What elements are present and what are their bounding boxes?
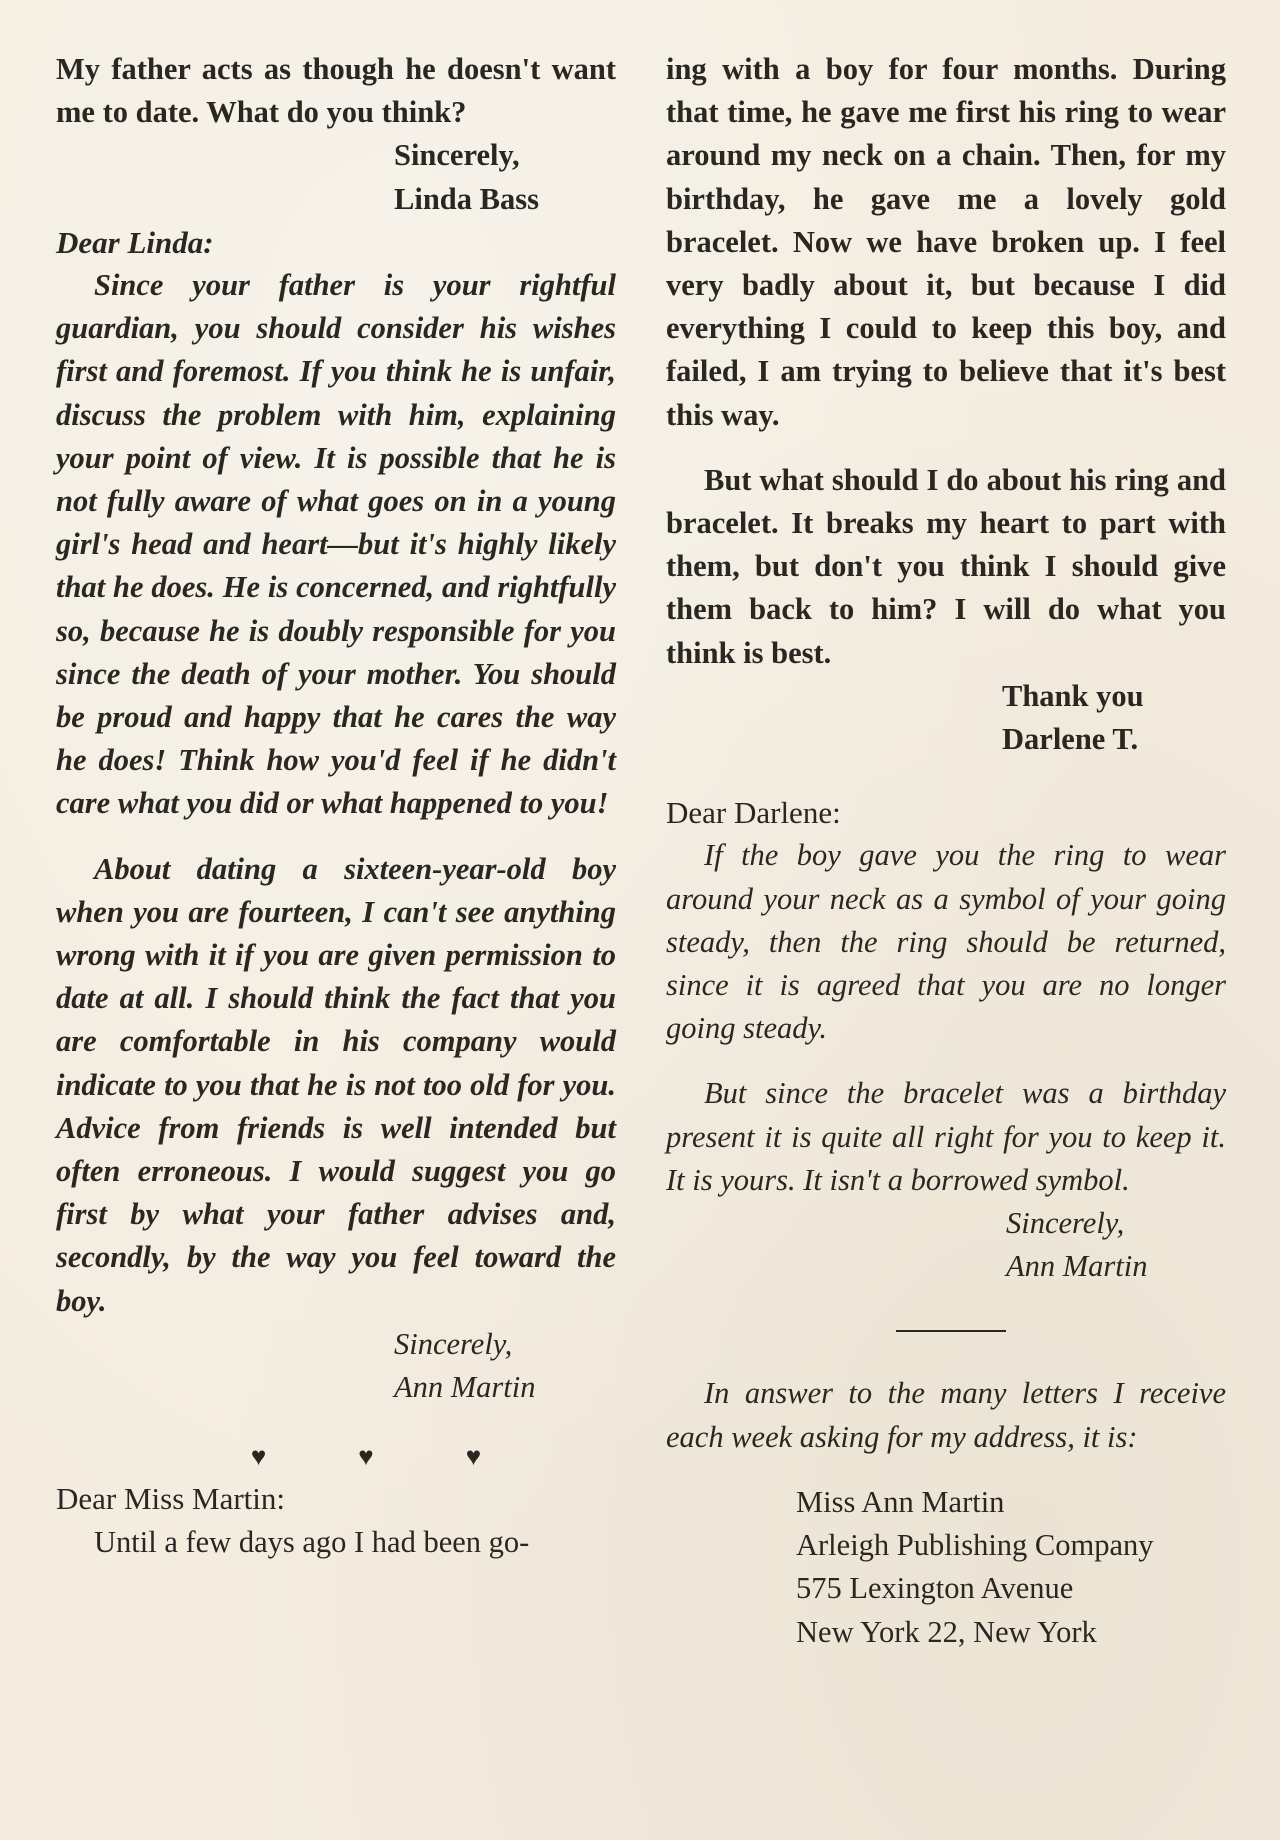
letter-linda-sign-off: Sincerely, xyxy=(394,138,520,173)
letter-linda-signature: Linda Bass xyxy=(394,181,539,216)
letter-darlene-salutation: Dear Miss Martin: xyxy=(56,1481,286,1517)
address-intro: In answer to the many letters I receive each week asking for my address, it is: xyxy=(666,1376,1226,1454)
letter-darlene-paragraph-2: But what should I do about his ring and bracelet. It breaks my heart to part with them, but don't you think I should give them back to him? I will do what you think is best. xyxy=(666,462,1226,670)
section-divider-hearts xyxy=(116,1437,616,1477)
address-line: Miss Ann Martin xyxy=(796,1484,1005,1519)
right-column xyxy=(666,48,1226,1654)
address-line: 575 Lexington Avenue xyxy=(796,1571,1074,1606)
letter-darlene-paragraph-1: ing with a boy for four months. During that time, he gave me first his ring to wear around my neck on a chain. Then, for my birthday, he gave me a lovely gold bracelet. Now we have broken up. I feel very badly about it, but because I did everything I could to keep this boy, and failed, I am trying to believe that it's best this way. xyxy=(666,52,1226,432)
heart-icon: ♥ xyxy=(250,1442,267,1472)
letter-darlene-opening: Until a few days ago I had been go- xyxy=(94,1524,530,1559)
reply-linda-sign-off: Sincerely, xyxy=(394,1326,513,1361)
reply-darlene-salutation: Dear Darlene: xyxy=(666,795,841,831)
section-divider-rule xyxy=(896,1330,1006,1332)
letter-linda-closing-paragraph: My father acts as though he doesn't want me to date. What do you think? xyxy=(56,52,616,130)
letter-darlene-sign-off: Thank you xyxy=(1002,678,1144,713)
letter-darlene-signature: Darlene T. xyxy=(1002,722,1139,757)
heart-icon: ♥ xyxy=(358,1442,374,1472)
mailing-address xyxy=(666,1481,1226,1654)
reply-linda-salutation: Dear Linda: xyxy=(56,224,214,260)
reply-darlene-sign-off: Sincerely, xyxy=(1006,1206,1125,1241)
reply-darlene-paragraph-1: If the boy gave you the ring to wear around your neck as a symbol of your going steady, then the ring should be returned, since it is agreed that you are no longer going steady. xyxy=(666,838,1226,1046)
address-line: New York 22, New York xyxy=(796,1614,1097,1649)
reply-linda-paragraph-2: About dating a sixteen-year-old boy when you are fourteen, I can't see anything wrong with it if you are given permission to date at all. I should think the fact that you are comfortable in his company would indicate to you that he is not too old for you. Advice from friends is well intended but often erroneous. I would suggest you go first by what your father advises and, secondly, by the way you feel toward the boy. xyxy=(56,851,616,1318)
reply-darlene-signature: Ann Martin xyxy=(1006,1249,1148,1284)
address-line: Arleigh Publishing Company xyxy=(796,1528,1154,1563)
reply-linda-signature: Ann Martin xyxy=(394,1370,536,1405)
heart-icon: ♥ xyxy=(465,1442,482,1472)
reply-darlene-paragraph-2: But since the bracelet was a birthday present it is quite all right for you to keep it. It is yours. It isn't a borrowed symbol. xyxy=(666,1076,1226,1197)
left-column xyxy=(56,48,616,1564)
reply-linda-paragraph-1: Since your father is your rightful guardian, you should consider his wishes first and foremost. If you think he is unfair, discuss the problem with him, explaining your point of view. It is possible that he is not fully aware of what goes on in a young girl's head and heart—but it's highly likely that he does. He is concerned, and rightfully so, because he is doubly responsible for you since the death of your mother. You should be proud and happy that he cares the way he does! Think how you'd feel if he didn't care what you did or what happened to you! xyxy=(56,268,616,821)
